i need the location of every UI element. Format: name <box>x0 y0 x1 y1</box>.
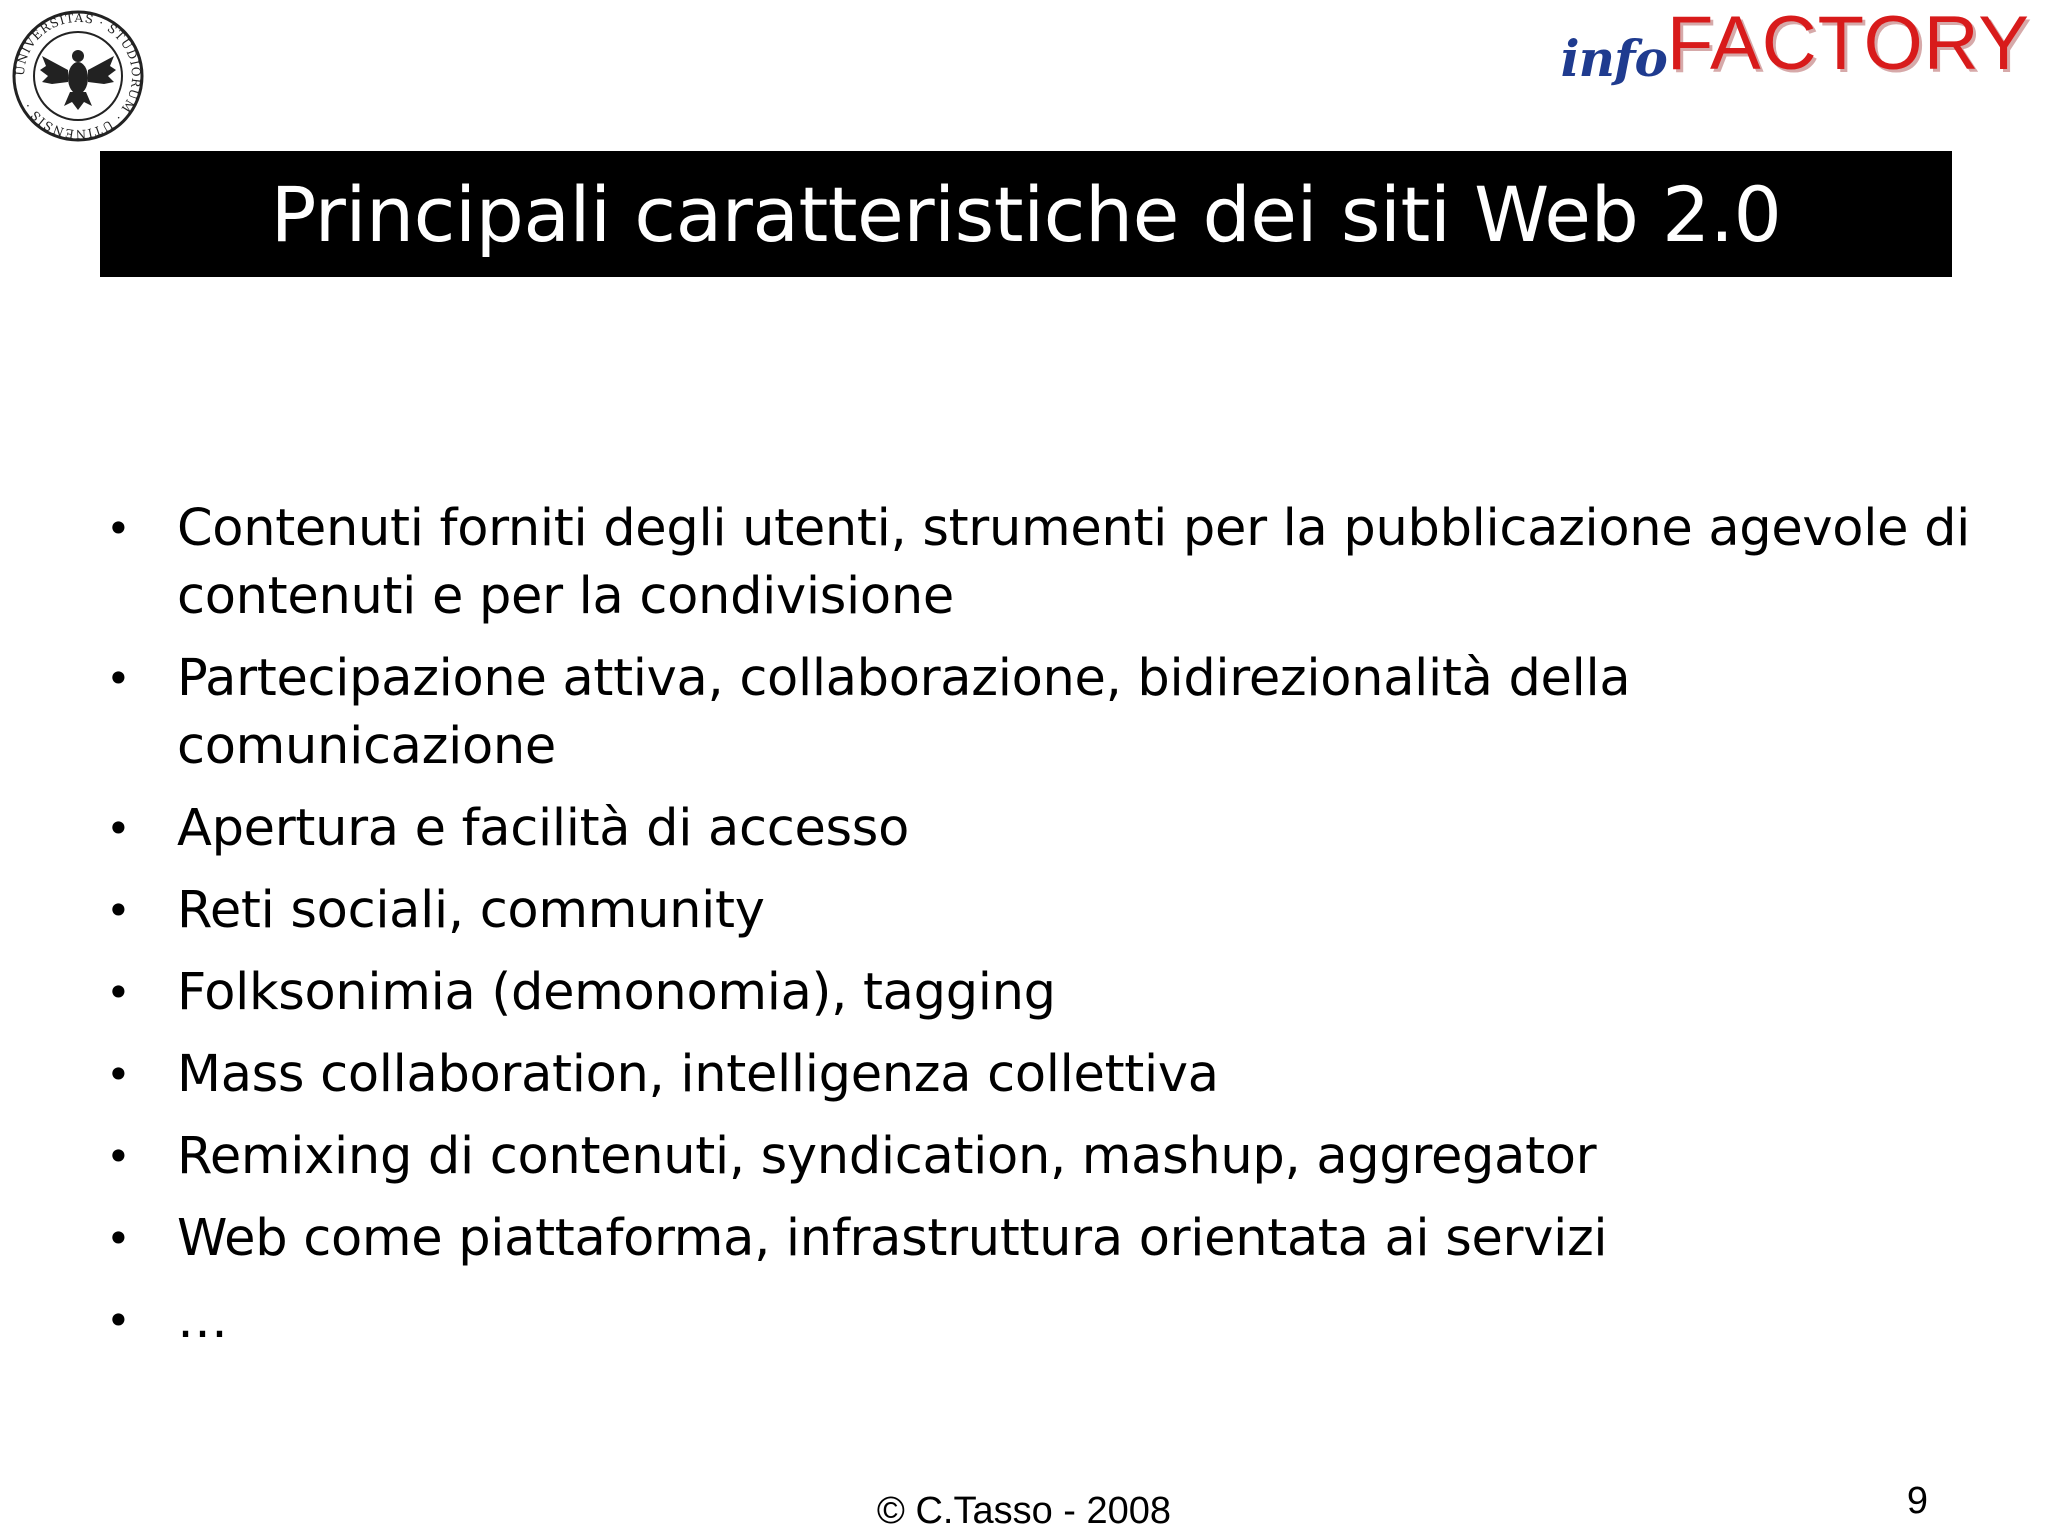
page-number: 9 <box>1906 1480 1928 1522</box>
bullet-text: … <box>177 1291 228 1350</box>
bullet-text: Web come piattaforma, infrastruttura orientata ai servizi <box>177 1209 1608 1268</box>
bullet-list <box>100 495 1980 1369</box>
bullet-text: Remixing di contenuti, syndication, mashup, aggregator <box>177 1127 1597 1186</box>
logo-main: FACTORY <box>1666 1 2030 86</box>
bullet-item <box>100 877 1980 945</box>
bullet-icon: • <box>106 804 131 853</box>
bullet-text: Apertura e facilità di accesso <box>177 799 909 858</box>
logo-prefix: info <box>1560 29 1667 88</box>
bullet-icon: • <box>106 1214 131 1263</box>
bullet-item <box>100 1041 1980 1109</box>
bullet-item <box>100 1287 1980 1355</box>
bullet-text: Reti sociali, community <box>177 881 765 940</box>
bullet-text: Partecipazione attiva, collaborazione, bidirezionalità della comunicazione <box>177 649 1631 776</box>
bullet-item <box>100 645 1980 781</box>
title-bar <box>100 151 1952 277</box>
slide-title: Principali caratteristiche dei siti Web 2.0 <box>270 169 1782 259</box>
bullet-text: Contenuti forniti degli utenti, strumenti per la pubblicazione agevole di contenuti e per la condivisione <box>177 499 1971 626</box>
bullet-icon: • <box>106 504 131 553</box>
bullet-item <box>100 795 1980 863</box>
bullet-item <box>100 959 1980 1027</box>
bullet-icon: • <box>106 886 131 935</box>
bullet-icon: • <box>106 968 131 1017</box>
bullet-text: Mass collaboration, intelligenza collettiva <box>177 1045 1219 1104</box>
footer-copyright: © C.Tasso - 2008 <box>876 1490 1172 1531</box>
svg-text:UNIVERSITAS · STUDIORUM · UTIN: UNIVERSITAS · STUDIORUM · UTINENSIS · <box>12 10 144 142</box>
bullet-icon: • <box>106 1050 131 1099</box>
bullet-icon: • <box>106 1132 131 1181</box>
bullet-item <box>100 1123 1980 1191</box>
infofactory-logo <box>1560 1 2030 96</box>
bullet-text: Folksonimia (demonomia), tagging <box>177 963 1056 1022</box>
bullet-item <box>100 495 1980 631</box>
bullet-item <box>100 1205 1980 1273</box>
university-seal-logo <box>10 8 146 144</box>
bullet-icon: • <box>106 1296 131 1345</box>
bullet-icon: • <box>106 654 131 703</box>
